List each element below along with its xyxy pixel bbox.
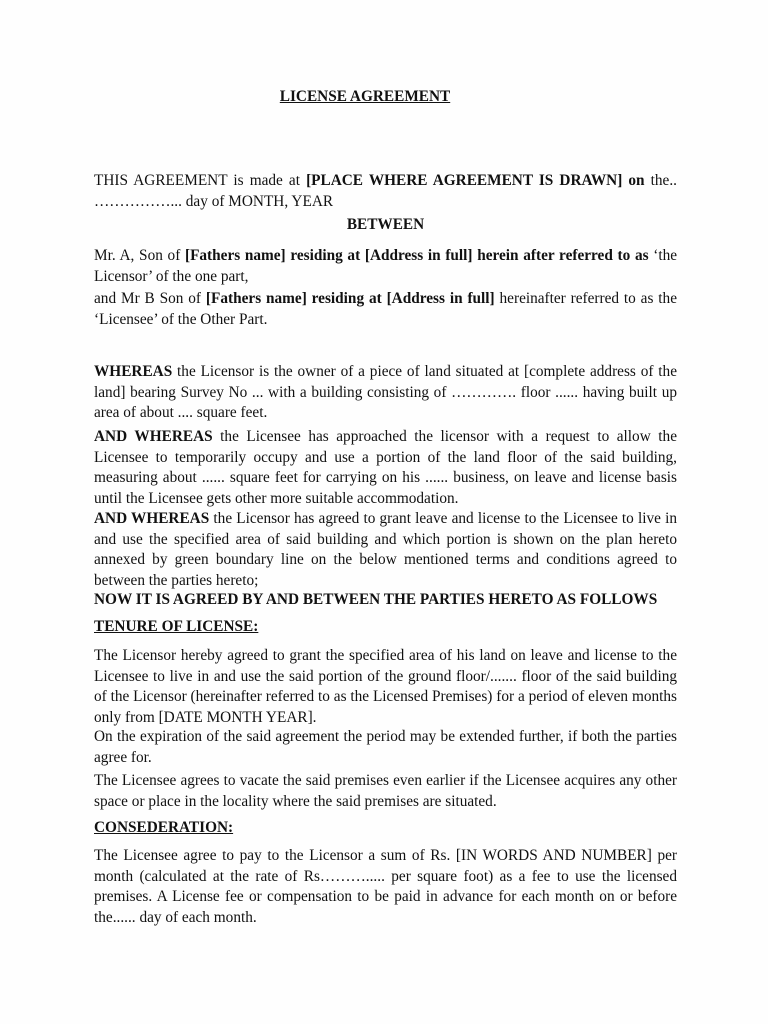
whereas-label: AND WHEREAS: [94, 428, 213, 445]
party-b-paragraph: [94, 289, 677, 330]
tenure-heading: TENURE OF LICENSE:: [94, 618, 259, 635]
consideration-heading: CONSEDERATION:: [94, 819, 234, 836]
party-b-role: hereinafter referred to as the ‘Licensee’ of the Other Part.: [94, 290, 677, 328]
intro-place: [PLACE WHERE AGREEMENT IS DRAWN] on: [306, 172, 645, 189]
whereas-text: the Licensor has agreed to grant leave and license to the Licensee to live in and use the specified area of said building and which portion is shown on the plan hereto annexed by green boundary line on the below mentioned terms and conditions agreed to between the parties hereto;: [94, 510, 677, 589]
tenure-text: On the expiration of the said agreement the period may be extended further, if both the parties agree for.: [94, 728, 677, 766]
tenure-paragraph-3: [94, 771, 677, 812]
document-title: LICENSE AGREEMENT: [279, 88, 451, 105]
intro-paragraph: [94, 171, 677, 212]
whereas-text: the Licensor is the owner of a piece of land situated at [complete address of the land] bearing Survey No ... with a building consisting of …………. floor ...... having built up area of about .... square feet.: [94, 363, 677, 422]
whereas-label: WHEREAS: [94, 363, 173, 380]
whereas-label: AND WHEREAS: [94, 510, 210, 527]
consideration-paragraph: [94, 846, 677, 928]
tenure-text: The Licensee agrees to vacate the said premises even earlier if the Licensee acquires any other space or place in the locality where the said premises are situated.: [94, 772, 677, 810]
intro-date-text: the.. ……………... day of MONTH, YEAR: [94, 172, 677, 210]
between-heading: BETWEEN: [346, 216, 425, 233]
party-a-bold: [Fathers name] residing at [Address in full] herein after referred to as: [184, 247, 649, 264]
party-a-text: Mr. A, Son of: [94, 247, 185, 264]
whereas-paragraph-2: [94, 427, 677, 509]
whereas-paragraph-1: [94, 362, 677, 424]
intro-text: THIS AGREEMENT is made at: [94, 172, 307, 189]
party-b-bold: [Fathers name] residing at [Address in full]: [205, 290, 495, 307]
tenure-text: The Licensor hereby agreed to grant the specified area of his land on leave and license to the Licensee to live in and use the said portion of the ground floor/....... floor of the said building of the Licensor (hereinafter referred to as the Licensed Premises) for a period of eleven months only from [DATE MONTH YEAR].: [94, 647, 677, 726]
tenure-paragraph-1: [94, 646, 677, 728]
whereas-text: the Licensee has approached the licensor with a request to allow the Licensee to temporarily occupy and use a portion of the land floor of the said building, measuring about ...... square feet for carrying on his ...... business, on leave and license basis until the Licensee gets other more suitable accommodation.: [94, 428, 677, 507]
party-b-text: and Mr B Son of: [94, 290, 206, 307]
tenure-paragraph-2: [94, 727, 677, 768]
party-a-role: ‘the Licensor’ of the one part,: [94, 247, 678, 285]
whereas-paragraph-3: [94, 509, 677, 591]
agreed-heading: NOW IT IS AGREED BY AND BETWEEN THE PARTIES HERETO AS FOLLOWS: [94, 591, 658, 608]
consideration-text: The Licensee agree to pay to the Licensor a sum of Rs. [IN WORDS AND NUMBER] per month (calculated at the rate of Rs………..... per square foot) as a fee to use the licensed premises. A License fee or compensation to be paid in advance for each month on or before the...... day of each month.: [94, 847, 677, 926]
party-a-paragraph: [94, 246, 677, 287]
